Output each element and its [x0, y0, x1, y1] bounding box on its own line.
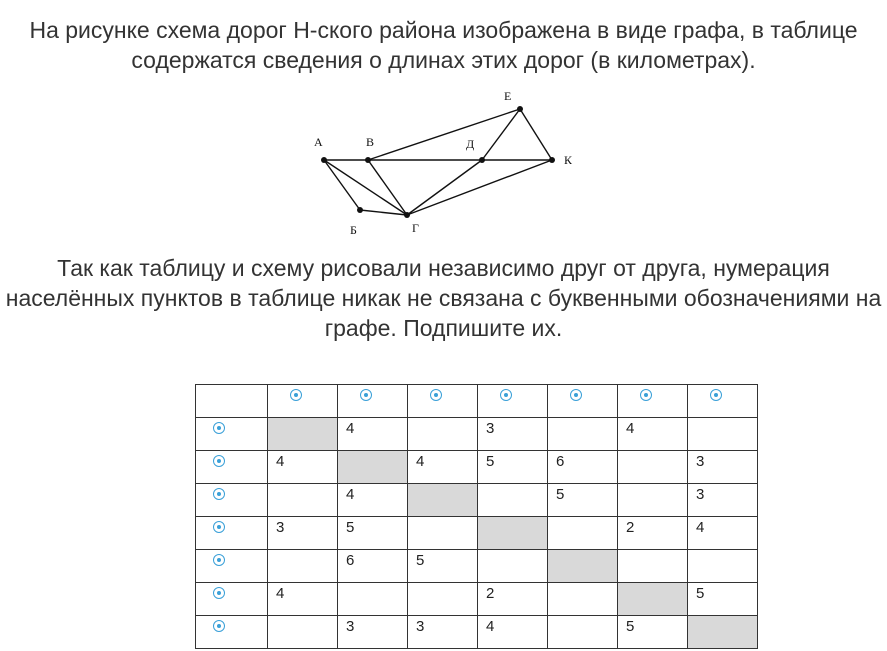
table-row — [196, 451, 758, 484]
row-header-2[interactable] — [196, 451, 268, 484]
radio-icon[interactable] — [710, 389, 722, 401]
distance-cell: 5 — [618, 616, 688, 649]
diagonal-cell — [618, 583, 688, 616]
distance-cell — [408, 517, 478, 550]
distance-cell: 6 — [548, 451, 618, 484]
distance-cell: 3 — [478, 418, 548, 451]
distance-cell: 6 — [338, 550, 408, 583]
distance-cell — [618, 484, 688, 517]
distance-cell — [548, 418, 618, 451]
distance-cell: 5 — [688, 583, 758, 616]
radio-icon[interactable] — [213, 488, 225, 500]
distance-cell: 5 — [338, 517, 408, 550]
distance-cell — [408, 418, 478, 451]
distance-cell — [618, 550, 688, 583]
distance-cell — [688, 418, 758, 451]
radio-icon[interactable] — [290, 389, 302, 401]
vertex-b — [365, 157, 371, 163]
distance-cell — [548, 517, 618, 550]
table-header-row — [196, 385, 758, 418]
vertex-bb — [357, 207, 363, 213]
distance-table — [195, 384, 758, 649]
distance-cell — [478, 484, 548, 517]
vertex-a — [321, 157, 327, 163]
distance-cell: 4 — [478, 616, 548, 649]
distance-cell: 4 — [338, 484, 408, 517]
distance-cell — [268, 550, 338, 583]
distance-cell: 4 — [618, 418, 688, 451]
column-header-4[interactable] — [478, 385, 548, 418]
distance-cell — [618, 451, 688, 484]
row-header-4[interactable] — [196, 517, 268, 550]
distance-cell: 3 — [688, 451, 758, 484]
distance-cell: 3 — [408, 616, 478, 649]
radio-icon[interactable] — [213, 554, 225, 566]
road-graph — [300, 82, 600, 242]
distance-cell: 5 — [548, 484, 618, 517]
distance-cell — [268, 616, 338, 649]
column-header-7[interactable] — [688, 385, 758, 418]
diagonal-cell — [408, 484, 478, 517]
radio-icon[interactable] — [640, 389, 652, 401]
note-paragraph: Так как таблицу и схему рисовали независимо друг от друга, нумерация населённых пунктов в таблице никак не связана с буквенными обозначениями на графе. Подпишите их. — [5, 255, 882, 341]
label-k: К — [564, 153, 573, 167]
distance-cell: 3 — [268, 517, 338, 550]
distance-cell: 3 — [688, 484, 758, 517]
distance-cell — [268, 484, 338, 517]
radio-icon[interactable] — [430, 389, 442, 401]
vertex-e — [517, 106, 523, 112]
diagonal-cell — [338, 451, 408, 484]
label-a: А — [314, 135, 323, 149]
radio-icon[interactable] — [213, 620, 225, 632]
column-header-6[interactable] — [618, 385, 688, 418]
distance-cell: 4 — [688, 517, 758, 550]
distance-cell: 5 — [478, 451, 548, 484]
distance-cell: 4 — [268, 583, 338, 616]
distance-cell: 5 — [408, 550, 478, 583]
radio-icon[interactable] — [500, 389, 512, 401]
table-row — [196, 583, 758, 616]
label-b: В — [366, 135, 375, 149]
table-corner-cell — [196, 385, 268, 418]
radio-icon[interactable] — [213, 521, 225, 533]
distance-cell — [408, 583, 478, 616]
distance-cell: 4 — [268, 451, 338, 484]
label-bb: Б — [350, 223, 357, 237]
column-header-5[interactable] — [548, 385, 618, 418]
row-header-1[interactable] — [196, 418, 268, 451]
diagonal-cell — [548, 550, 618, 583]
intro-paragraph: На рисунке схема дорог Н-ского района изображена в виде графа, в таблице содержатся сведения о длинах этих дорог (в километрах). — [29, 17, 858, 73]
radio-icon[interactable] — [570, 389, 582, 401]
radio-icon[interactable] — [360, 389, 372, 401]
column-header-1[interactable] — [268, 385, 338, 418]
distance-cell: 2 — [478, 583, 548, 616]
diagonal-cell — [688, 616, 758, 649]
label-d: Д — [466, 137, 475, 151]
distance-cell — [548, 616, 618, 649]
column-header-3[interactable] — [408, 385, 478, 418]
radio-icon[interactable] — [213, 455, 225, 467]
distance-cell: 4 — [338, 418, 408, 451]
distance-cell — [478, 550, 548, 583]
distance-cell — [338, 583, 408, 616]
radio-icon[interactable] — [213, 422, 225, 434]
table-row — [196, 517, 758, 550]
distance-cell — [688, 550, 758, 583]
diagonal-cell — [478, 517, 548, 550]
row-header-6[interactable] — [196, 583, 268, 616]
vertex-d — [479, 157, 485, 163]
column-header-2[interactable] — [338, 385, 408, 418]
row-header-5[interactable] — [196, 550, 268, 583]
table-row — [196, 616, 758, 649]
distance-cell — [548, 583, 618, 616]
label-g: Г — [412, 221, 419, 235]
distance-cell: 3 — [338, 616, 408, 649]
vertex-g — [404, 212, 410, 218]
table-row — [196, 550, 758, 583]
table-row — [196, 418, 758, 451]
radio-icon[interactable] — [213, 587, 225, 599]
row-header-3[interactable] — [196, 484, 268, 517]
table-row — [196, 484, 758, 517]
diagonal-cell — [268, 418, 338, 451]
row-header-7[interactable] — [196, 616, 268, 649]
label-e: Е — [504, 89, 512, 103]
vertex-k — [549, 157, 555, 163]
distance-cell: 2 — [618, 517, 688, 550]
distance-cell: 4 — [408, 451, 478, 484]
